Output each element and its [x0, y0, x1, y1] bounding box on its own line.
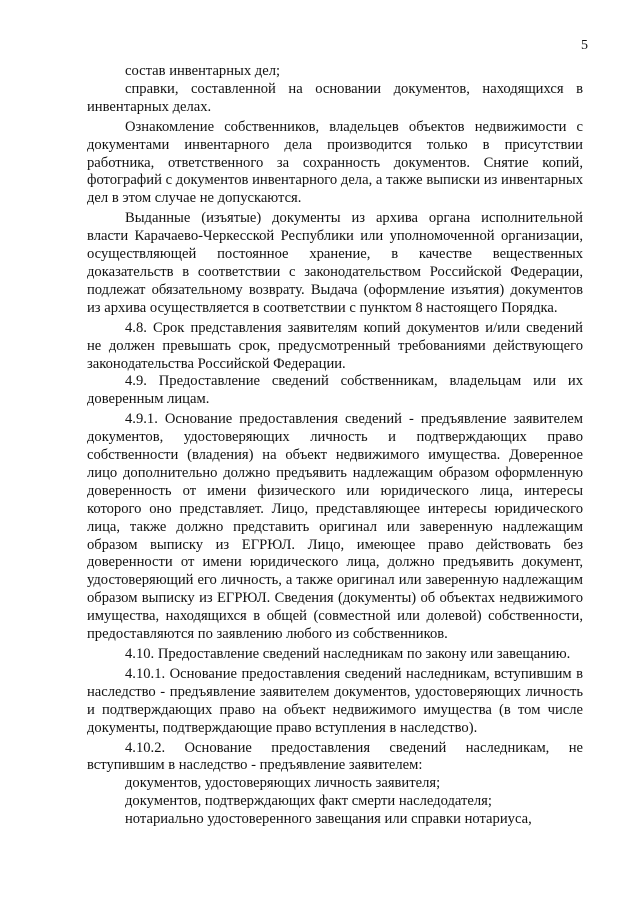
paragraph: Ознакомление собственников, владельцев объектов недвижимости с документами инвентарного дела производится только в присутствии работника, ответственного за сохранность документов. Снятие копий, фотографий с документов инвентарного дела, а также выписки из инвентарных дел в этом случае не допускаются. [87, 118, 583, 207]
paragraph: 4.10.2. Основание предоставления сведений наследникам, не вступившим в наследство - предъявление заявителем: [87, 739, 583, 774]
paragraph: 4.9.1. Основание предоставления сведений - предъявление заявителем документов, удостоверяющих личность и подтверждающих право собственности (владения) на объект недвижимого имущества. Доверенное лицо дополнительно должно предъявить надлежащим образом оформленную доверенность от имени физического или юридического лица, интересы которого оно представляет. Лицо, представляющее интересы юридического лица, также должно представить оригинал или заверенную надлежащим образом выписку из ЕГРЮЛ. Лицо, имеющее право действовать без доверенности от имени юридического лица, должно предъявить документ, удостоверяющий его личность, а также оригинал или заверенную надлежащим образом выписку из ЕГРЮЛ. Сведения (документы) об объектах недвижимого имущества, находящихся в общей (совместной или долевой) собственности, предоставляются по заявлению любого из собственников. [87, 411, 583, 643]
document-body [87, 63, 583, 829]
paragraph: Выданные (изъятые) документы из архива органа исполнительной власти Карачаево-Черкесской Республики или уполномоченной организации, осуществляющей постоянное хранение, в качестве вещественных доказательств в соответствии с законодательством Российской Федерации, подлежат обязательному возврату. Выдача (оформление изъятия) документов из архива осуществляется в соответствии с пунктом 8 настоящего Порядка. [87, 210, 583, 316]
paragraph: 4.8. Срок представления заявителям копий документов и/или сведений не должен превышать срок, предусмотренный требованиями действующего законодательства Российской Федерации. [87, 319, 583, 372]
paragraph: нотариально удостоверенного завещания или справки нотариуса, [125, 811, 532, 828]
paragraph: документов, подтверждающих факт смерти наследодателя; [125, 793, 492, 810]
page-number: 5 [581, 38, 588, 53]
paragraph: состав инвентарных дел; [125, 63, 281, 79]
paragraph: 4.9. Предоставление сведений собственникам, владельцам или их доверенным лицам. [87, 373, 583, 408]
paragraph: 4.10.1. Основание предоставления сведений наследникам, вступившим в наследство - предъявление заявителем документов, удостоверяющих личность и подтверждающих право на объект недвижимого имущества (в том числе документы, подтверждающие право вступления в наследство). [87, 665, 583, 736]
paragraph: документов, удостоверяющих личность заявителя; [125, 775, 441, 792]
paragraph: справки, составленной на основании документов, находящихся в инвентарных делах. [87, 80, 583, 115]
paragraph: 4.10. Предоставление сведений наследникам по закону или завещанию. [125, 646, 571, 662]
